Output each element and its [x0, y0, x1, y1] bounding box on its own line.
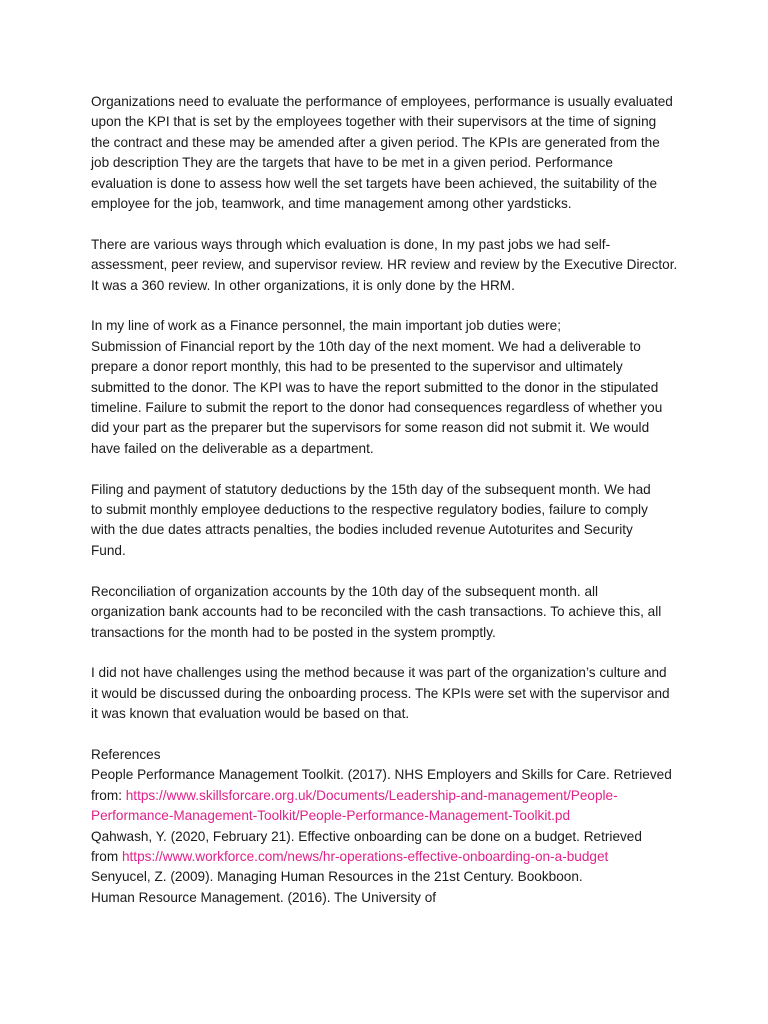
references-section: [91, 745, 698, 908]
reference-prefix: from:: [91, 787, 126, 803]
text-line: Organizations need to evaluate the performance of employees, performance is usually evaluated: [91, 94, 673, 109]
paragraph-evaluation-methods: [91, 235, 698, 296]
reference-prefix: from: [91, 848, 122, 864]
reference-link-skillsforcare[interactable]: https://www.skillsforcare.org.uk/Documents/Leadership-and-management/People-: [125, 787, 618, 803]
text-line: employee for the job, teamwork, and time management among other yardsticks.: [91, 196, 572, 212]
text-line: it was known that evaluation would be based on that.: [91, 706, 410, 722]
references-heading: References: [91, 746, 161, 762]
paragraph-challenges: [91, 663, 698, 724]
text-line: submitted to the donor. The KPI was to have the report submitted to the donor in the stipulated: [91, 379, 659, 395]
text-line: the contract and these may be amended after a given period. The KPIs are generated from the: [91, 134, 660, 150]
reference-link-workforce[interactable]: https://www.workforce.com/news/hr-operations-effective-onboarding-on-a-budget: [121, 848, 609, 864]
paragraph-kpi-evaluation: [91, 92, 698, 214]
text-line: to submit monthly employee deductions to the respective regulatory bodies, failure to comply: [91, 502, 648, 518]
text-line: have failed on the deliverable as a department.: [91, 440, 374, 456]
paragraph-statutory-deductions: [91, 480, 698, 562]
text-line: did your part as the preparer but the supervisors for some reason did not submit it. We would: [91, 420, 650, 436]
paragraph-reconciliation: [91, 582, 698, 643]
text-line: [91, 786, 698, 806]
text-line: evaluation is done to assess how well the set targets have been achieved, the suitability of the: [91, 175, 657, 191]
text-line: job description They are the targets that have to be met in a given period. Performance: [91, 155, 613, 171]
reference-entry: [91, 765, 698, 826]
text-line: Filing and payment of statutory deductions by the 15th day of the subsequent month. We had: [91, 481, 651, 497]
reference-entry: Human Resource Management. (2016). The University of: [91, 889, 437, 905]
reference-link-skillsforcare-continued[interactable]: Performance-Management-Toolkit/People-Performance-Management-Toolkit.pd: [91, 808, 571, 824]
text-line: It was a 360 review. In other organizations, it is only done by the HRM.: [91, 277, 515, 293]
text-line: transactions for the month had to be posted in the system promptly.: [91, 624, 496, 640]
reference-entry: [91, 827, 698, 868]
text-line: I did not have challenges using the method because it was part of the organization’s culture and: [91, 665, 667, 681]
text-line: [91, 847, 698, 867]
text-line: Submission of Financial report by the 10th day of the next moment. We had a deliverable to: [91, 338, 641, 354]
text-line: assessment, peer review, and supervisor review. HR review and review by the Executive Director.: [91, 257, 678, 273]
text-line: Qahwash, Y. (2020, February 21). Effective onboarding can be done on a budget. Retrieved: [91, 828, 642, 844]
text-line: People Performance Management Toolkit. (2017). NHS Employers and Skills for Care. Retrieved: [91, 767, 672, 783]
text-line: Reconciliation of organization accounts by the 10th day of the subsequent month. all: [91, 583, 599, 599]
text-line: with the due dates attracts penalties, the bodies included revenue Autoturites and Security: [91, 522, 633, 538]
text-line: [91, 806, 698, 826]
text-line: Fund.: [91, 542, 126, 558]
text-line: In my line of work as a Finance personnel, the main important job duties were;: [91, 318, 561, 334]
text-line: There are various ways through which evaluation is done, In my past jobs we had self-: [91, 236, 611, 252]
paragraph-finance-duties: [91, 316, 698, 459]
text-line: it would be discussed during the onboarding process. The KPIs were set with the supervisor and: [91, 685, 670, 701]
text-line: timeline. Failure to submit the report to the donor had consequences regardless of whether you: [91, 400, 663, 416]
text-line: prepare a donor report monthly, this had to be presented to the supervisor and ultimately: [91, 359, 623, 375]
text-line: organization bank accounts had to be reconciled with the cash transactions. To achieve this, all: [91, 604, 662, 620]
reference-entry: Senyucel, Z. (2009). Managing Human Resources in the 21st Century. Bookboon.: [91, 869, 583, 885]
text-line: upon the KPI that is set by the employees together with their supervisors at the time of signing: [91, 114, 657, 130]
